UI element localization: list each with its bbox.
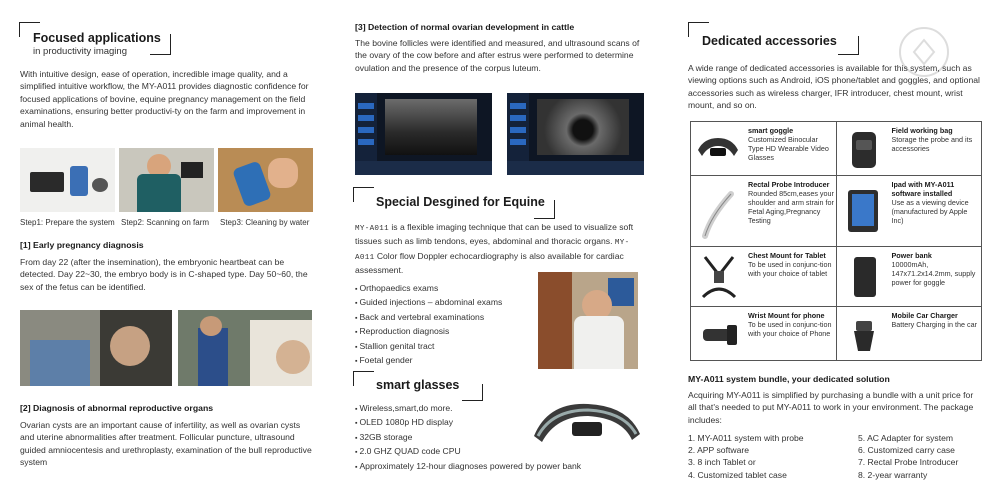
model-name: MY-A011 — [355, 239, 630, 262]
list-item: 3. 8 inch Tablet or — [688, 457, 756, 468]
section-2-text: Ovarian cysts are an important cause of infertility, as well as ovarian cysts and uterine abnormalities after treatment. Follicular puncture, ultrasound guided amniocentesis and urethroplasty, examination of the bull reproductive system — [20, 420, 312, 468]
model-name: MY-A011 — [355, 225, 389, 233]
step2-caption: Step2: Scanning on farm — [121, 218, 210, 227]
accessories-grid — [690, 121, 982, 361]
accessory-desc: Battery Charging in the car — [891, 320, 977, 329]
step1-photo — [20, 148, 115, 212]
step3-caption: Step3: Cleaning by water — [220, 218, 310, 227]
accessory-name: smart goggle — [748, 126, 794, 135]
pregnancy-exam-photo-2 — [178, 310, 312, 386]
accessory-name: Field working bag — [891, 126, 953, 135]
section-2-title: [2] Diagnosis of abnormal reproductive organs — [20, 403, 214, 413]
accessory-name: Rectal Probe Introducer — [748, 180, 830, 189]
step2-photo — [119, 148, 214, 212]
equine-paragraph: MY-A011 is a flexible imaging technique that can be used to visualize soft tissues such as limb tendons, eyes, abdominal and thoracic organs. MY-A011 Color flow Doppler echocardiography is also available for cardiac assessment. — [355, 222, 634, 276]
section-3-title: [3] Detection of normal ovarian development in cattle — [355, 22, 575, 32]
power-bank-icon — [844, 253, 884, 301]
accessories-title: Dedicated accessories — [702, 34, 837, 48]
accessory-desc: Customized Binocular Type HD Wearable Video Glasses — [748, 135, 829, 162]
pregnancy-exam-photo-1 — [20, 310, 172, 386]
smart-glasses-title: smart glasses — [376, 378, 460, 392]
list-item: ▪ 32GB storage — [355, 431, 635, 445]
equine-title: Special Desgined for Equine — [376, 195, 545, 209]
equine-exam-list — [355, 282, 535, 368]
accessory-desc: 10000mAh, 147x71.2x14.2mm, supply power for goggle — [891, 260, 976, 287]
list-item: 8. 2-year warranty — [858, 469, 928, 480]
accessory-desc: To be used in conjunc-tion with your choice of Phone — [748, 320, 832, 338]
section-header-bracket — [353, 187, 374, 202]
bag-icon — [842, 126, 886, 172]
list-item: ▪ OLED 1080p HD display — [355, 416, 635, 430]
accessory-desc: Rounded 85cm,eases your shoulder and arm strain for Fetal Aging,Pregnancy Testing — [748, 189, 834, 225]
bundle-title: MY-A011 system bundle, your dedicated solution — [688, 374, 890, 384]
step1-caption: Step1: Prepare the system — [20, 218, 115, 227]
accessory-name: Wrist Mount for phone — [748, 311, 825, 320]
introducer-icon — [697, 186, 741, 240]
list-item: ▪ Orthopaedics exams — [355, 282, 535, 296]
section-1-text: From day 22 (after the insemination), the embryonic heartbeat can be detected. Day 22~30, the embryo body is in C-shaped type. Day 50~60, the sex of the fetus can be identified. — [20, 257, 308, 292]
smart-glasses-photo — [528, 396, 646, 454]
section-header-bracket — [462, 384, 483, 401]
section-header-bracket — [353, 371, 374, 386]
section-header-bracket — [838, 36, 859, 55]
ultrasound-screen-2 — [507, 93, 644, 175]
accessory-desc: To be used in conjunc-tion with your choice of tablet — [748, 260, 832, 278]
list-item: 2. APP software — [688, 445, 749, 456]
list-item: 4. Customized tablet case — [688, 469, 787, 480]
accessory-name: Ipad with MY-A011 software installed — [891, 180, 955, 198]
accessory-desc: Use as a viewing device (manufactured by Apple Inc) — [891, 198, 969, 225]
list-item: ▪ Back and vertebral examinations — [355, 311, 535, 325]
accessory-desc: Storage the probe and its accessories — [891, 135, 973, 153]
ultrasound-screen-1 — [355, 93, 492, 175]
list-item: ▪ Stallion genital tract — [355, 340, 535, 354]
accessory-name: Chest Mount for Tablet — [748, 251, 826, 260]
section-3-text: The bovine follicles were identified and measured, and ultrasound scans of the ovary of the cow before and after estrus were performed to determine ovulation and the presence of the corpus luteum. — [355, 38, 640, 73]
bundle-paragraph: Acquiring MY-A011 is simplified by purchasing a bundle with a unit price for all that's needed to put MY-A011 to work in your environment. The package includes: — [688, 390, 974, 425]
list-item: 7. Rectal Probe Introducer — [858, 457, 959, 468]
list-item: ▪ 2.0 GHZ QUAD code CPU — [355, 445, 635, 459]
list-item: 5. AC Adapter for system — [858, 433, 954, 443]
accessories-paragraph: A wide range of dedicated accessories is available for this system, such as viewing options such as Android, iOS phone/tablet and goggles, and optional accessories such as wireless charger, IFR introducer, chest mount, wrist mount, and so on. — [688, 63, 980, 111]
section-1-title: [1] Early pregnancy diagnosis — [20, 240, 144, 250]
accessory-name: Mobile Car Charger — [891, 311, 958, 320]
accessory-name: Power bank — [891, 251, 932, 260]
step3-photo — [218, 148, 313, 212]
wrist-mount-icon — [697, 315, 741, 355]
goggle-icon — [694, 128, 742, 168]
list-item: ▪ Guided injections – abdominal exams — [355, 296, 535, 310]
chest-mount-icon — [697, 253, 741, 301]
car-charger-icon — [844, 315, 884, 355]
list-item: 6. Customized carry case — [858, 445, 955, 456]
focused-applications-subtitle: in productivity imaging — [33, 46, 127, 57]
focused-applications-title: Focused applications — [33, 31, 161, 45]
list-item: ▪ Reproduction diagnosis — [355, 325, 535, 339]
ipad-icon — [842, 184, 886, 240]
list-item: ▪ Approximately 12-hour diagnoses powered by power bank — [355, 460, 635, 474]
list-item: 1. MY-A011 system with probe — [688, 433, 804, 443]
equine-exam-photo — [538, 272, 638, 369]
list-item: ▪ Wireless,smart,do more. — [355, 402, 635, 416]
intro-paragraph: With intuitive design, ease of operation, incredible image quality, and a simplified intuitive workflow, the MY-A011 provides diagnostic confidence for focused applications of bovine, equine pregnancy management on the field examinations, ensuring better productivi-ty on the farm and improvement in animal health. — [20, 69, 309, 129]
package-list-left — [688, 432, 838, 481]
list-item: ▪ Foetal gender — [355, 354, 535, 368]
package-list-right — [858, 432, 988, 481]
